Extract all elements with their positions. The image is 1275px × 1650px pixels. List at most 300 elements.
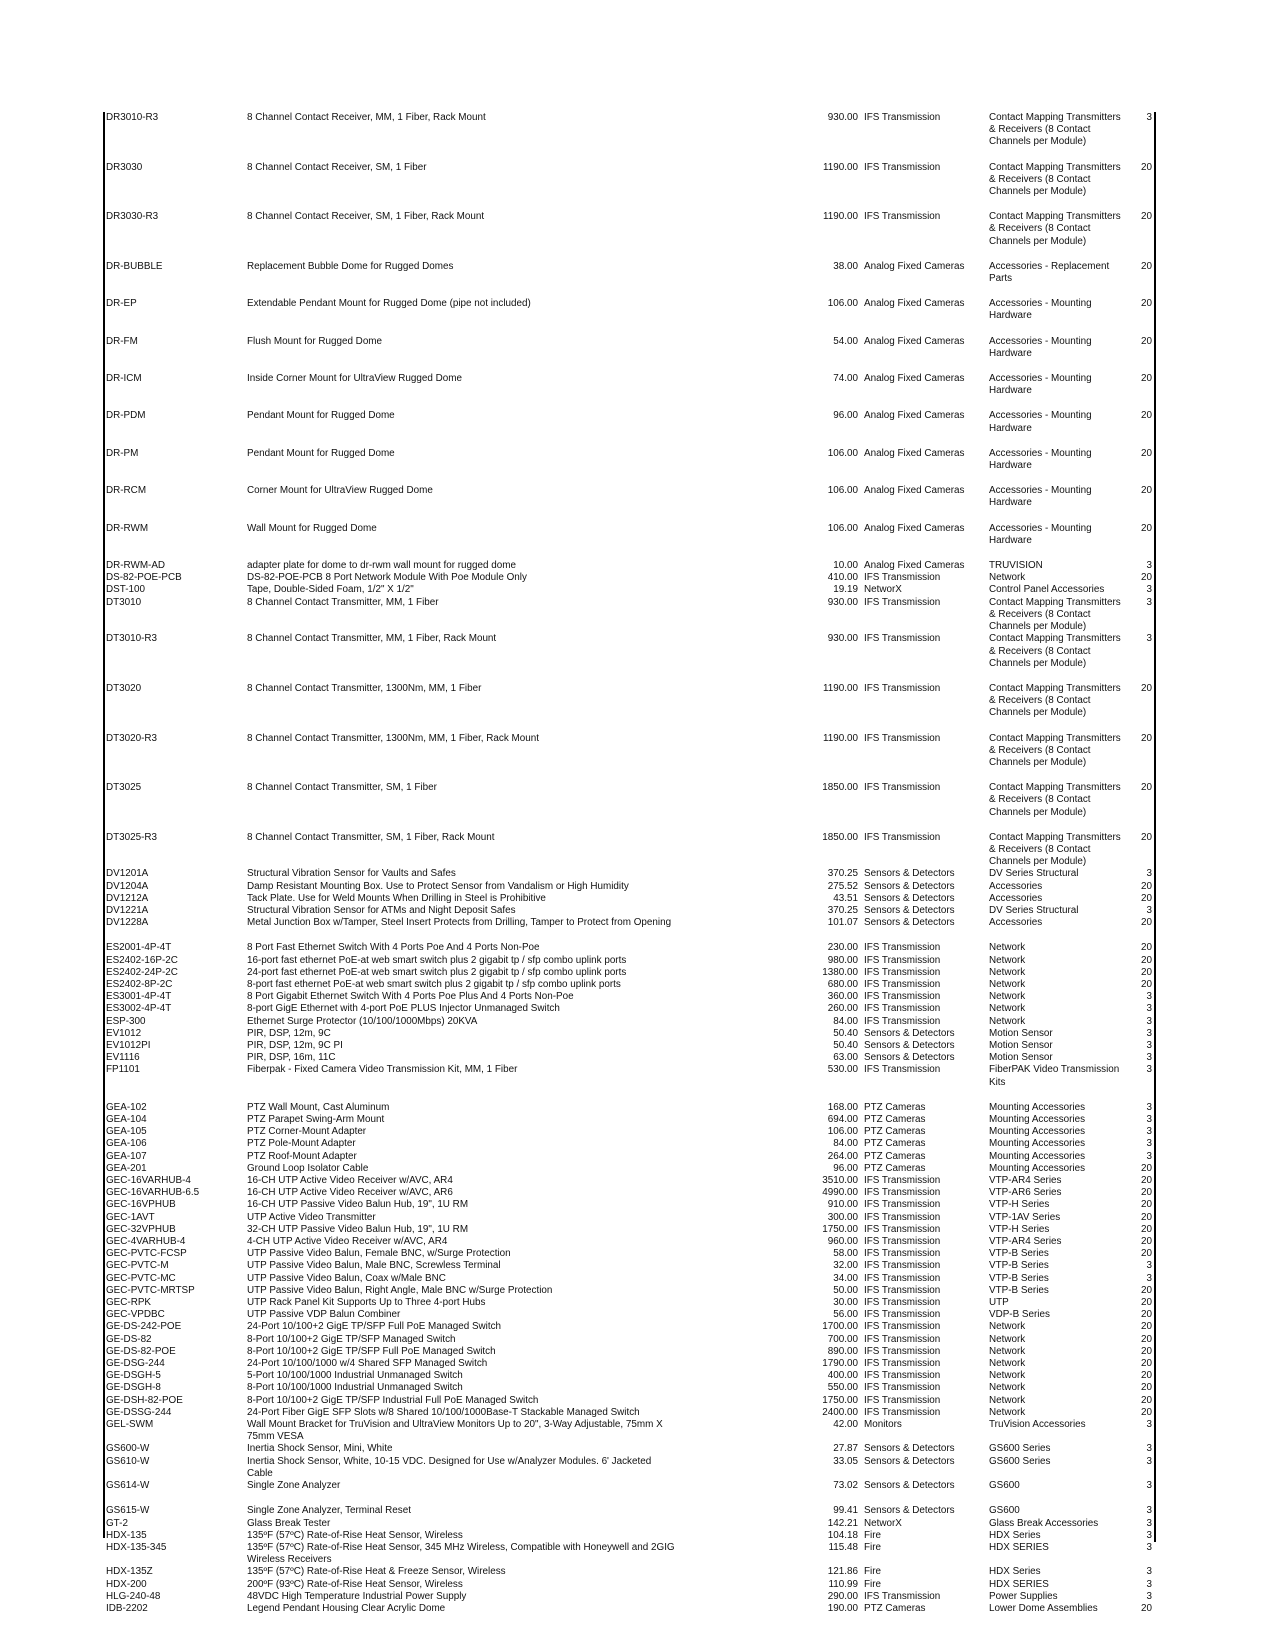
cell-desc: Pendant Mount for Rugged Dome xyxy=(247,447,395,459)
cell-family: IFS Transmission xyxy=(864,942,941,954)
cell-desc: 24-port fast ethernet PoE-at web smart switch plus 2 gigabit tp / sfp combo uplink ports xyxy=(247,966,627,978)
cell-price: 410.00 xyxy=(827,572,858,584)
cell-family: IFS Transmission xyxy=(864,978,941,990)
cell-price: 530.00 xyxy=(827,1064,858,1076)
cell-part: DR-EP xyxy=(106,298,137,310)
cell-sub: VTP-1AV Series xyxy=(989,1211,1061,1223)
cell-family: PTZ Cameras xyxy=(864,1150,926,1162)
cell-price: 2400.00 xyxy=(822,1406,858,1418)
cell-sub: VTP-B Series xyxy=(989,1284,1049,1296)
cell-sub: Accessories xyxy=(989,880,1043,892)
cell-qty: 20 xyxy=(1141,880,1152,892)
cell-part: GE-DSGH-8 xyxy=(106,1382,161,1394)
cell-qty: 20 xyxy=(1141,966,1152,978)
cell-price: 42.00 xyxy=(833,1419,858,1431)
cell-part: GEA-201 xyxy=(106,1162,147,1174)
cell-sub: Network xyxy=(989,1358,1026,1370)
cell-sub: Network xyxy=(989,942,1026,954)
cell-sub: Motion Sensor xyxy=(989,1027,1053,1039)
cell-sub: Network xyxy=(989,1345,1026,1357)
cell-qty: 20 xyxy=(1141,1248,1152,1260)
cell-desc: 8 Channel Contact Transmitter, 1300Nm, MM, 1 Fiber xyxy=(247,682,482,694)
cell-qty: 3 xyxy=(1146,1052,1152,1064)
table-row xyxy=(106,1321,1152,1333)
cell-sub: GS600 Series xyxy=(989,1455,1051,1467)
table-row xyxy=(106,1346,1152,1358)
cell-desc: 48VDC High Temperature Industrial Power Supply xyxy=(247,1590,467,1602)
cell-sub: VDP-B Series xyxy=(989,1309,1050,1321)
cell-family: IFS Transmission xyxy=(864,1211,941,1223)
cell-price: 1700.00 xyxy=(822,1321,858,1333)
cell-qty: 20 xyxy=(1141,1211,1152,1223)
cell-desc: Flush Mount for Rugged Dome xyxy=(247,335,383,347)
table-row xyxy=(106,979,1152,991)
cell-qty: 3 xyxy=(1146,1517,1152,1529)
cell-sub: Accessories - Mounting Hardware xyxy=(989,373,1092,397)
cell-sub: VTP-AR6 Series xyxy=(989,1187,1062,1199)
cell-price: 1190.00 xyxy=(823,161,858,173)
cell-sub: Mounting Accessories xyxy=(989,1150,1086,1162)
cell-desc: Pendant Mount for Rugged Dome xyxy=(247,410,395,422)
cell-desc: 8 Channel Contact Transmitter, 1300Nm, MM, 1 Fiber, Rack Mount xyxy=(247,732,539,744)
cell-desc: 8-Port 10/100+2 GigE TP/SFP Full PoE Managed Switch xyxy=(247,1345,496,1357)
cell-qty: 20 xyxy=(1141,1223,1152,1235)
cell-sub: Network xyxy=(989,1333,1026,1345)
cell-qty: 20 xyxy=(1141,1394,1152,1406)
cell-part: GEC-16VARHUB-4 xyxy=(106,1175,191,1187)
cell-desc: Tape, Double-Sided Foam, 1/2" X 1/2" xyxy=(247,584,414,596)
cell-part: DR3030-R3 xyxy=(106,211,159,223)
cell-price: 50.00 xyxy=(833,1284,858,1296)
cell-part: DR3010-R3 xyxy=(106,112,159,123)
cell-sub: HDX Series xyxy=(989,1529,1041,1541)
cell-sub: Accessories - Mounting Hardware xyxy=(989,298,1092,322)
cell-qty: 3 xyxy=(1146,1272,1152,1284)
cell-part: GS614-W xyxy=(106,1480,150,1492)
cell-desc: Structural Vibration Sensor for Vaults and Safes xyxy=(247,868,456,880)
cell-sub: Accessories xyxy=(989,892,1043,904)
cell-part: DV1221A xyxy=(106,904,149,916)
table-row xyxy=(106,261,1152,285)
cell-sub: Network xyxy=(989,1015,1026,1027)
cell-family: Sensors & Detectors xyxy=(864,1443,955,1455)
table-row xyxy=(106,1309,1152,1321)
cell-price: 10.00 xyxy=(833,560,858,572)
cell-price: 33.05 xyxy=(833,1455,858,1467)
cell-qty: 3 xyxy=(1146,1541,1152,1553)
cell-part: FP1101 xyxy=(106,1064,140,1076)
cell-sub: Network xyxy=(989,1321,1026,1333)
cell-family: IFS Transmission xyxy=(864,1297,941,1309)
cell-qty: 3 xyxy=(1146,1101,1152,1113)
cell-qty: 20 xyxy=(1141,260,1152,272)
cell-sub: Network xyxy=(989,572,1026,584)
cell-desc: Single Zone Analyzer, Terminal Reset xyxy=(247,1505,411,1517)
cell-price: 290.00 xyxy=(827,1590,858,1602)
cell-qty: 3 xyxy=(1146,1126,1152,1138)
cell-sub: HDX Series xyxy=(989,1566,1041,1578)
cell-sub: Network xyxy=(989,1406,1026,1418)
cell-family: IFS Transmission xyxy=(864,1064,941,1076)
cell-price: 96.00 xyxy=(833,1162,858,1174)
table-row xyxy=(106,523,1152,547)
table-row xyxy=(106,832,1152,869)
cell-qty: 20 xyxy=(1141,335,1152,347)
cell-desc: 8-port GigE Ethernet with 4-port PoE PLUS Injector Unmanaged Switch xyxy=(247,1003,560,1015)
cell-price: 84.00 xyxy=(833,1138,858,1150)
table-row xyxy=(106,1419,1152,1443)
cell-qty: 20 xyxy=(1141,831,1152,843)
table-row xyxy=(106,1052,1152,1064)
cell-qty: 3 xyxy=(1146,1064,1152,1076)
cell-desc: 8 Channel Contact Transmitter, MM, 1 Fiber, Rack Mount xyxy=(247,633,497,645)
cell-sub: Accessories - Mounting Hardware xyxy=(989,335,1092,359)
cell-part: ESP-300 xyxy=(106,1015,146,1027)
table-row xyxy=(106,1542,1152,1566)
cell-price: 4990.00 xyxy=(822,1187,858,1199)
cell-sub: Accessories - Replacement Parts xyxy=(989,260,1110,285)
cell-sub: VTP-AR4 Series xyxy=(989,1175,1062,1187)
table-row xyxy=(106,1297,1152,1309)
cell-price: 43.51 xyxy=(833,892,858,904)
cell-part: ES2402-16P-2C xyxy=(106,954,178,966)
cell-qty: 20 xyxy=(1141,1175,1152,1187)
table-row xyxy=(106,1224,1152,1236)
cell-qty: 20 xyxy=(1141,1370,1152,1382)
cell-qty: 3 xyxy=(1146,991,1152,1003)
cell-part: GEC-RPK xyxy=(106,1297,151,1309)
cell-part: DR-PDM xyxy=(106,410,146,422)
table-row xyxy=(106,560,1152,572)
cell-family: IFS Transmission xyxy=(864,1394,941,1406)
cell-sub: Power Supplies xyxy=(989,1590,1058,1602)
table-row xyxy=(106,1187,1152,1199)
cell-part: GEC-PVTC-M xyxy=(106,1260,169,1272)
cell-qty: 20 xyxy=(1141,942,1152,954)
cell-desc: Fiberpak - Fixed Camera Video Transmission Kit, MM, 1 Fiber xyxy=(247,1064,518,1076)
cell-family: Analog Fixed Cameras xyxy=(864,447,965,459)
table-row xyxy=(106,1370,1152,1382)
cell-desc: PIR, DSP, 12m, 9C xyxy=(247,1027,331,1039)
cell-desc: 8 Channel Contact Receiver, SM, 1 Fiber xyxy=(247,161,427,173)
cell-family: IFS Transmission xyxy=(864,1175,941,1187)
cell-desc: PTZ Wall Mount, Cast Aluminum xyxy=(247,1101,390,1113)
cell-part: GE-DS-82 xyxy=(106,1333,152,1345)
table-row xyxy=(106,1395,1152,1407)
cell-sub: Motion Sensor xyxy=(989,1052,1053,1064)
cell-family: IFS Transmission xyxy=(864,211,941,223)
table-row xyxy=(106,1003,1152,1015)
table-row xyxy=(106,373,1152,397)
cell-sub: Contact Mapping Transmitters & Receivers (8 Contact Channels per Module) xyxy=(989,596,1121,633)
cell-qty: 3 xyxy=(1146,1443,1152,1455)
cell-sub: Glass Break Accessories xyxy=(989,1517,1099,1529)
cell-part: GEA-105 xyxy=(106,1126,147,1138)
cell-part: GEA-107 xyxy=(106,1150,147,1162)
cell-qty: 20 xyxy=(1141,572,1152,584)
cell-part: DR-RWM xyxy=(106,522,149,534)
table-row xyxy=(106,782,1152,819)
cell-part: GEC-16VARHUB-6.5 xyxy=(106,1187,200,1199)
cell-family: IFS Transmission xyxy=(864,732,941,744)
cell-qty: 20 xyxy=(1141,1358,1152,1370)
cell-family: Sensors & Detectors xyxy=(864,892,955,904)
cell-part: HDX-135-345 xyxy=(106,1541,167,1553)
cell-sub: VTP-H Series xyxy=(989,1199,1050,1211)
cell-part: GEC-VPDBC xyxy=(106,1309,165,1321)
cell-family: IFS Transmission xyxy=(864,1284,941,1296)
cell-sub: VTP-B Series xyxy=(989,1260,1049,1272)
cell-qty: 3 xyxy=(1146,1150,1152,1162)
cell-family: PTZ Cameras xyxy=(864,1162,926,1174)
cell-desc: 135ºF (57ºC) Rate-of-Rise Heat Sensor, 345 MHz Wireless, Compatible with Honeywell and 2GIG Wireless Receivers xyxy=(247,1541,675,1566)
cell-desc: 8 Channel Contact Receiver, MM, 1 Fiber, Rack Mount xyxy=(247,112,486,123)
cell-price: 96.00 xyxy=(833,410,858,422)
cell-family: Fire xyxy=(864,1529,882,1541)
cell-sub: VTP-AR4 Series xyxy=(989,1236,1062,1248)
cell-qty: 20 xyxy=(1141,410,1152,422)
cell-family: Monitors xyxy=(864,1419,902,1431)
cell-sub: Contact Mapping Transmitters & Receivers (8 Contact Channels per Module) xyxy=(989,211,1121,247)
cell-desc: 135ºF (57ºC) Rate-of-Rise Heat & Freeze Sensor, Wireless xyxy=(247,1566,506,1578)
cell-sub: Contact Mapping Transmitters & Receivers (8 Contact Channels per Module) xyxy=(989,782,1121,818)
cell-qty: 3 xyxy=(1146,633,1152,645)
cell-price: 910.00 xyxy=(827,1199,858,1211)
cell-sub: FiberPAK Video Transmission Kits xyxy=(989,1064,1120,1088)
cell-qty: 20 xyxy=(1141,1406,1152,1418)
cell-price: 110.99 xyxy=(828,1578,858,1590)
table-row xyxy=(106,572,1152,584)
cell-price: 104.18 xyxy=(827,1529,858,1541)
cell-desc: Inertia Shock Sensor, White, 10-15 VDC. Designed for Use w/Analyzer Modules. 6' Jacketed Cable xyxy=(247,1455,652,1479)
cell-sub: Contact Mapping Transmitters & Receivers (8 Contact Channels per Module) xyxy=(989,633,1121,669)
cell-sub: DV Series Structural xyxy=(989,904,1079,916)
cell-part: DR-PM xyxy=(106,447,139,459)
cell-desc: Inertia Shock Sensor, Mini, White xyxy=(247,1443,393,1455)
cell-price: 1850.00 xyxy=(822,831,858,843)
cell-part: GS600-W xyxy=(106,1443,150,1455)
cell-part: DV1201A xyxy=(106,868,149,880)
table-row xyxy=(106,1138,1152,1150)
cell-price: 19.19 xyxy=(833,584,858,596)
cell-part: DT3010 xyxy=(106,596,142,608)
cell-family: Analog Fixed Cameras xyxy=(864,260,965,272)
cell-part: DR-FM xyxy=(106,335,138,347)
cell-sub: Accessories - Mounting Hardware xyxy=(989,410,1092,434)
cell-desc: 16-port fast ethernet PoE-at web smart switch plus 2 gigabit tp / sfp combo uplink ports xyxy=(247,954,627,966)
cell-qty: 20 xyxy=(1141,1345,1152,1357)
cell-part: DR3030 xyxy=(106,161,143,173)
cell-part: GEA-106 xyxy=(106,1138,147,1150)
table-row xyxy=(106,991,1152,1003)
cell-qty: 20 xyxy=(1141,1284,1152,1296)
cell-family: IFS Transmission xyxy=(864,1370,941,1382)
cell-desc: Extendable Pendant Mount for Rugged Dome (pipe not included) xyxy=(247,298,531,310)
cell-family: IFS Transmission xyxy=(864,633,941,645)
cell-desc: Damp Resistant Mounting Box. Use to Protect Sensor from Vandalism or High Humidity xyxy=(247,880,629,892)
cell-part: DR-RCM xyxy=(106,485,147,497)
cell-desc: 8 Channel Contact Transmitter, SM, 1 Fiber xyxy=(247,782,437,794)
cell-price: 121.86 xyxy=(827,1566,858,1578)
cell-qty: 3 xyxy=(1146,1260,1152,1272)
table-row xyxy=(106,1334,1152,1346)
cell-qty: 3 xyxy=(1146,112,1152,123)
cell-part: DT3010-R3 xyxy=(106,633,158,645)
cell-qty: 3 xyxy=(1146,1590,1152,1602)
cell-part: HDX-200 xyxy=(106,1578,147,1590)
cell-family: IFS Transmission xyxy=(864,1358,941,1370)
cell-part: DR-ICM xyxy=(106,373,142,385)
cell-part: ES2402-24P-2C xyxy=(106,966,178,978)
cell-price: 142.21 xyxy=(827,1517,858,1529)
table-row xyxy=(106,942,1152,954)
cell-sub: GS600 xyxy=(989,1480,1020,1492)
table-row xyxy=(106,1175,1152,1187)
cell-part: DV1212A xyxy=(106,892,149,904)
table-row xyxy=(106,1199,1152,1211)
cell-qty: 3 xyxy=(1146,1015,1152,1027)
table-row xyxy=(106,1530,1152,1542)
cell-family: IFS Transmission xyxy=(864,1187,941,1199)
cell-qty: 3 xyxy=(1146,1505,1152,1517)
table-row xyxy=(106,1566,1152,1578)
cell-qty: 20 xyxy=(1141,917,1152,929)
cell-price: 300.00 xyxy=(827,1211,858,1223)
cell-price: 34.00 xyxy=(833,1272,858,1284)
table-row xyxy=(106,1358,1152,1370)
cell-price: 50.40 xyxy=(833,1039,858,1051)
cell-qty: 20 xyxy=(1141,732,1152,744)
cell-price: 101.07 xyxy=(827,917,858,929)
cell-part: HLG-240-48 xyxy=(106,1590,161,1602)
cell-family: IFS Transmission xyxy=(864,954,941,966)
cell-qty: 3 xyxy=(1146,868,1152,880)
cell-sub: GS600 Series xyxy=(989,1443,1051,1455)
table-row xyxy=(106,1480,1152,1492)
cell-family: Analog Fixed Cameras xyxy=(864,373,965,385)
cell-desc: 16-CH UTP Passive Video Balun Hub, 19", 1U RM xyxy=(247,1199,469,1211)
cell-qty: 3 xyxy=(1146,584,1152,596)
cell-part: GE-DSSG-244 xyxy=(106,1406,172,1418)
cell-price: 680.00 xyxy=(827,978,858,990)
cell-price: 73.02 xyxy=(833,1480,858,1492)
table-row xyxy=(106,955,1152,967)
cell-desc: Wall Mount for Rugged Dome xyxy=(247,522,377,534)
table-row xyxy=(106,162,1152,199)
cell-price: 115.48 xyxy=(828,1541,858,1553)
table-row xyxy=(106,1285,1152,1297)
cell-price: 58.00 xyxy=(833,1248,858,1260)
cell-desc: Wall Mount Bracket for TruVision and UltraView Monitors Up to 20", 3-Way Adjustable, 75mm X 75mm VESA xyxy=(247,1419,663,1443)
cell-family: Fire xyxy=(864,1578,882,1590)
table-row xyxy=(106,1114,1152,1126)
cell-family: Analog Fixed Cameras xyxy=(864,485,965,497)
cell-price: 99.41 xyxy=(833,1505,858,1517)
cell-price: 260.00 xyxy=(827,1003,858,1015)
cell-family: IFS Transmission xyxy=(864,1003,941,1015)
cell-qty: 3 xyxy=(1146,1003,1152,1015)
cell-part: ES2402-8P-2C xyxy=(106,978,173,990)
cell-part: HDX-135 xyxy=(106,1529,147,1541)
cell-sub: TruVision Accessories xyxy=(989,1419,1086,1431)
cell-desc: UTP Active Video Transmitter xyxy=(247,1211,376,1223)
cell-part: GE-DS-242-POE xyxy=(106,1321,182,1333)
cell-qty: 20 xyxy=(1141,682,1152,694)
table-row xyxy=(106,1382,1152,1394)
table-row xyxy=(106,1040,1152,1052)
cell-qty: 3 xyxy=(1146,1529,1152,1541)
cell-price: 275.52 xyxy=(827,880,858,892)
table-row xyxy=(106,1126,1152,1138)
cell-qty: 20 xyxy=(1141,298,1152,310)
cell-qty: 20 xyxy=(1141,1199,1152,1211)
cell-desc: UTP Rack Panel Kit Supports Up to Three 4-port Hubs xyxy=(247,1297,486,1309)
cell-part: GE-DSH-82-POE xyxy=(106,1394,183,1406)
cell-qty: 3 xyxy=(1146,904,1152,916)
cell-family: Sensors & Detectors xyxy=(864,1052,955,1064)
cell-qty: 3 xyxy=(1146,1566,1152,1578)
cell-desc: 8 Channel Contact Receiver, SM, 1 Fiber, Rack Mount xyxy=(247,211,485,223)
cell-qty: 20 xyxy=(1141,892,1152,904)
cell-desc: Corner Mount for UltraView Rugged Dome xyxy=(247,485,433,497)
cell-family: IFS Transmission xyxy=(864,1309,941,1321)
table-row xyxy=(106,336,1152,360)
cell-qty: 20 xyxy=(1141,782,1152,794)
table-row xyxy=(106,485,1152,509)
cell-desc: Replacement Bubble Dome for Rugged Domes xyxy=(247,260,454,272)
cell-desc: Legend Pendant Housing Clear Acrylic Dome xyxy=(247,1602,446,1614)
table-row xyxy=(106,1248,1152,1260)
cell-price: 30.00 xyxy=(833,1297,858,1309)
cell-desc: Metal Junction Box w/Tamper, Steel Insert Protects from Drilling, Tamper to Protect from Opening xyxy=(247,917,672,929)
cell-family: Sensors & Detectors xyxy=(864,868,955,880)
cell-price: 264.00 xyxy=(827,1150,858,1162)
cell-desc: 32-CH UTP Passive Video Balun Hub, 19", 1U RM xyxy=(247,1223,469,1235)
cell-desc: 8-Port 10/100/1000 Industrial Unmanaged Switch xyxy=(247,1382,463,1394)
cell-qty: 20 xyxy=(1141,1297,1152,1309)
cell-part: DR-RWM-AD xyxy=(106,560,166,572)
cell-part: DT3020 xyxy=(106,682,142,694)
cell-price: 700.00 xyxy=(827,1333,858,1345)
cell-family: NetworX xyxy=(864,1517,902,1529)
cell-part: ES2001-4P-4T xyxy=(106,942,172,954)
cell-family: IFS Transmission xyxy=(864,1015,941,1027)
cell-qty: 20 xyxy=(1141,161,1152,173)
cell-sub: Network xyxy=(989,1394,1026,1406)
table-row xyxy=(106,112,1152,149)
cell-part: IDB-2202 xyxy=(106,1602,148,1614)
cell-family: IFS Transmission xyxy=(864,1406,941,1418)
cell-sub: GS600 xyxy=(989,1505,1020,1517)
cell-price: 1750.00 xyxy=(822,1394,858,1406)
cell-family: PTZ Cameras xyxy=(864,1114,926,1125)
cell-qty: 20 xyxy=(1141,485,1152,497)
cell-part: DV1204A xyxy=(106,880,149,892)
left-border-line xyxy=(103,112,105,1538)
cell-qty: 3 xyxy=(1146,560,1152,572)
cell-desc: UTP Passive Video Balun, Male BNC, Screwless Terminal xyxy=(247,1260,501,1272)
cell-desc: Glass Break Tester xyxy=(247,1517,331,1529)
cell-price: 50.40 xyxy=(833,1027,858,1039)
cell-desc: Ethernet Surge Protector (10/100/1000Mbps) 20KVA xyxy=(247,1015,478,1027)
cell-qty: 20 xyxy=(1141,1236,1152,1248)
cell-sub: Accessories - Mounting Hardware xyxy=(989,522,1092,546)
cell-price: 890.00 xyxy=(827,1345,858,1357)
cell-family: IFS Transmission xyxy=(864,1223,941,1235)
cell-price: 930.00 xyxy=(827,112,858,123)
cell-family: Fire xyxy=(864,1541,882,1553)
right-border-line xyxy=(1154,112,1156,1542)
